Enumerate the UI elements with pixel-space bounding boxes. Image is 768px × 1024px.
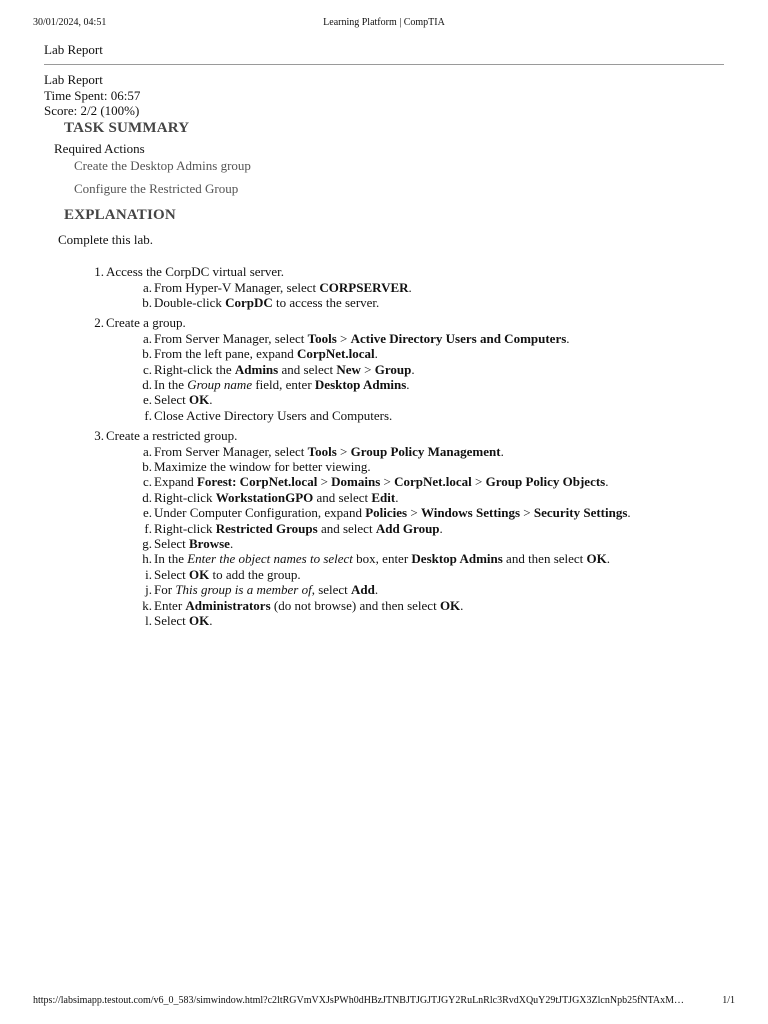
substep-item <box>0 295 768 310</box>
substep-letter: b. <box>142 459 152 475</box>
step-item <box>0 428 768 628</box>
substep-text <box>154 505 631 520</box>
text-fragment: field, enter <box>252 376 315 392</box>
substep-item <box>0 505 768 520</box>
text-fragment: Right-click the <box>154 361 235 377</box>
text-fragment: In the <box>154 551 188 567</box>
step-item <box>0 315 768 423</box>
text-fragment: Right-click <box>154 489 216 505</box>
bold-term: OK <box>439 597 461 613</box>
text-fragment: . <box>406 376 410 392</box>
substep-letter: k. <box>142 597 152 613</box>
bold-term: OK <box>189 566 210 582</box>
text-fragment: Select <box>154 566 190 582</box>
substep-text <box>154 346 378 361</box>
text-fragment: Select <box>154 535 190 551</box>
text-fragment: (do not browse) and then select <box>270 597 440 613</box>
title-divider <box>44 64 724 65</box>
bold-term: Desktop Admins <box>411 551 503 567</box>
substep-letter: c. <box>142 474 152 490</box>
substep-text <box>154 280 412 295</box>
step-text: Access the CorpDC virtual server. <box>106 264 284 279</box>
text-fragment: From Hyper-V Manager, select <box>154 279 320 295</box>
substep-item <box>0 280 768 295</box>
step-text: Create a restricted group. <box>106 428 238 444</box>
bold-term: Security Settings <box>533 505 628 521</box>
text-fragment: . <box>566 330 570 346</box>
substep-text <box>154 551 610 566</box>
substep-text <box>154 392 213 407</box>
substep-item <box>0 444 768 459</box>
step-line <box>0 264 768 280</box>
bold-term: Admins <box>234 361 279 377</box>
substep-item <box>0 408 768 423</box>
print-page-title: Learning Platform | CompTIA <box>323 17 445 28</box>
text-fragment: From Server Manager, select <box>154 330 308 346</box>
substep-letter: a. <box>142 330 152 346</box>
text-fragment: . <box>229 535 234 551</box>
bold-term: Administrators <box>185 597 271 613</box>
print-url: https://labsimapp.testout.com/v6_0_583/simwindow.html?c2ltRGVmVXJsPWh0dHBzJTNBJTJGJTJGY2RuLnRlc3RvdXQuY29tJTJGX3ZlcnNpb25fNTAxM… <box>33 995 685 1006</box>
substep-item <box>0 551 768 566</box>
text-fragment: > <box>471 474 486 490</box>
text-fragment: > <box>317 474 332 490</box>
bold-term: OK <box>586 551 607 567</box>
text-fragment: > <box>520 505 534 521</box>
substep-text <box>154 377 410 392</box>
text-fragment: Close Active Directory Users and Computers. <box>154 407 393 423</box>
text-fragment: . <box>408 279 412 295</box>
text-fragment: . <box>209 612 213 628</box>
text-fragment: Right-click <box>154 520 216 536</box>
text-fragment: , select <box>311 582 352 598</box>
text-fragment: > <box>336 443 351 459</box>
substep-item <box>0 377 768 392</box>
bold-term: Group Policy Management <box>350 443 501 459</box>
bold-term: Group Policy Objects <box>485 474 606 490</box>
text-fragment: . <box>439 520 443 536</box>
bold-term: Forest: CorpNet.local <box>196 474 318 490</box>
text-fragment: . <box>209 392 213 408</box>
substep-item <box>0 346 768 361</box>
substep-letter: b. <box>142 294 152 310</box>
substep-item <box>0 474 768 489</box>
text-fragment: Maximize the window for better viewing. <box>154 459 371 475</box>
substep-item <box>0 392 768 407</box>
step-text: Create a group. <box>106 315 186 331</box>
text-fragment: > <box>360 361 375 377</box>
text-fragment: . <box>395 489 399 505</box>
time-spent: Time Spent: 06:57 <box>44 87 141 103</box>
text-fragment: Expand <box>154 474 197 490</box>
substep-item <box>0 598 768 613</box>
text-fragment: Select <box>154 392 190 408</box>
step-number: 1. <box>94 264 104 279</box>
task-summary-heading: TASK SUMMARY <box>64 120 190 136</box>
bold-term: Group <box>374 361 412 377</box>
substep-item <box>0 521 768 536</box>
substep-text <box>154 521 443 536</box>
document-title: Lab Report <box>44 42 103 57</box>
bold-term: Desktop Admins <box>314 376 407 392</box>
italic-term: This group is a member of <box>175 582 312 598</box>
step-number: 2. <box>94 315 104 331</box>
bold-term: Windows Settings <box>420 505 521 521</box>
required-actions-list <box>74 157 251 203</box>
step-item <box>0 264 768 310</box>
report-summary <box>44 72 140 119</box>
explanation-heading: EXPLANATION <box>64 207 176 223</box>
substep-item <box>0 490 768 505</box>
text-fragment: For <box>154 582 176 598</box>
text-fragment: and then select <box>502 551 587 567</box>
bold-term: Add <box>351 582 375 598</box>
bold-term: CorpNet.local <box>296 346 375 362</box>
substep-text <box>154 536 233 551</box>
italic-term: Enter the object names to select <box>187 551 353 567</box>
bold-term: CorpNet.local <box>394 474 472 490</box>
required-action-item: Configure the Restricted Group <box>74 181 239 196</box>
print-header <box>33 16 735 30</box>
substep-item <box>0 536 768 551</box>
substep-item <box>0 362 768 377</box>
italic-term: Group name <box>187 376 253 392</box>
text-fragment: Enter <box>154 597 186 613</box>
substep-letter: i. <box>145 566 152 582</box>
required-actions-label: Required Actions <box>54 141 145 156</box>
substep-letter: d. <box>142 376 152 392</box>
substep-text <box>154 331 570 346</box>
text-fragment: to access the server. <box>272 294 380 310</box>
step-line <box>0 428 768 444</box>
score: Score: 2/2 (100%) <box>44 103 140 118</box>
substep-item <box>0 567 768 582</box>
substep-letter: j. <box>145 582 152 598</box>
bold-term: CORPSERVER <box>319 279 409 295</box>
bold-term: OK <box>189 392 210 408</box>
substep-letter: f. <box>144 520 152 536</box>
text-fragment: . <box>374 346 378 362</box>
text-fragment: > <box>407 505 421 521</box>
bold-term: Tools <box>307 443 337 459</box>
text-fragment: . <box>605 474 609 490</box>
substep-letter: b. <box>142 346 152 362</box>
text-fragment: Select <box>154 612 190 628</box>
text-fragment: In the <box>154 376 188 392</box>
bold-term: New <box>336 361 361 377</box>
text-fragment: . <box>500 443 504 459</box>
text-fragment: to add the group. <box>209 566 301 582</box>
text-fragment: and select <box>278 361 337 377</box>
substep-letter: f. <box>144 407 152 423</box>
text-fragment: From the left pane, expand <box>154 346 297 362</box>
text-fragment: Under Computer Configuration, expand <box>154 505 366 521</box>
substep-letter: d. <box>142 489 152 505</box>
substep-text <box>154 598 463 613</box>
text-fragment: . <box>627 505 631 521</box>
bold-term: Domains <box>331 474 381 490</box>
substep-text <box>154 295 379 310</box>
substep-text <box>154 613 213 628</box>
bold-term: Policies <box>365 505 408 521</box>
text-fragment: From Server Manager, select <box>154 443 308 459</box>
text-fragment: box, enter <box>352 551 412 567</box>
bold-term: Edit <box>371 489 396 505</box>
bold-term: Browse <box>189 535 230 551</box>
text-fragment: . <box>606 551 611 567</box>
substep-item <box>0 459 768 474</box>
substep-letter: c. <box>142 361 152 377</box>
text-fragment: and select <box>317 520 376 536</box>
text-fragment: and select <box>313 489 372 505</box>
steps-list <box>0 264 768 633</box>
print-footer <box>33 994 735 1008</box>
substep-letter: g. <box>142 535 152 551</box>
substep-item <box>0 613 768 628</box>
print-date: 30/01/2024, 04:51 <box>33 17 107 28</box>
substep-text <box>154 408 392 423</box>
substep-item <box>0 331 768 346</box>
page-number: 1/1 <box>722 995 735 1006</box>
substep-text <box>154 459 371 474</box>
substep-item <box>0 582 768 597</box>
text-fragment: . <box>411 361 415 377</box>
substep-text <box>154 490 398 505</box>
required-action-item: Create the Desktop Admins group <box>74 158 251 173</box>
substep-text <box>154 474 608 489</box>
substep-text <box>154 567 301 582</box>
substep-letter: l. <box>145 612 152 628</box>
bold-term: OK <box>189 612 210 628</box>
bold-term: Active Directory Users and Computers <box>350 330 567 346</box>
substep-text <box>154 582 378 597</box>
report-title: Lab Report <box>44 72 103 87</box>
substep-text <box>154 362 415 377</box>
text-fragment: > <box>380 474 395 490</box>
text-fragment: Double-click <box>154 294 226 310</box>
bold-term: WorkstationGPO <box>215 489 314 505</box>
bold-term: Tools <box>307 330 337 346</box>
substep-text <box>154 444 504 459</box>
bold-term: CorpDC <box>225 294 273 310</box>
bold-term: Restricted Groups <box>215 520 318 536</box>
step-line <box>0 315 768 331</box>
text-fragment: > <box>336 330 351 346</box>
substep-letter: e. <box>142 392 152 408</box>
substep-letter: h. <box>142 551 152 567</box>
step-number: 3. <box>94 428 104 444</box>
substep-letter: a. <box>142 279 152 295</box>
substep-letter: e. <box>142 505 152 521</box>
explanation-intro: Complete this lab. <box>58 232 153 247</box>
bold-term: Add Group <box>375 520 440 536</box>
substep-letter: a. <box>142 443 152 459</box>
text-fragment: . <box>374 582 379 598</box>
text-fragment: . <box>460 597 464 613</box>
